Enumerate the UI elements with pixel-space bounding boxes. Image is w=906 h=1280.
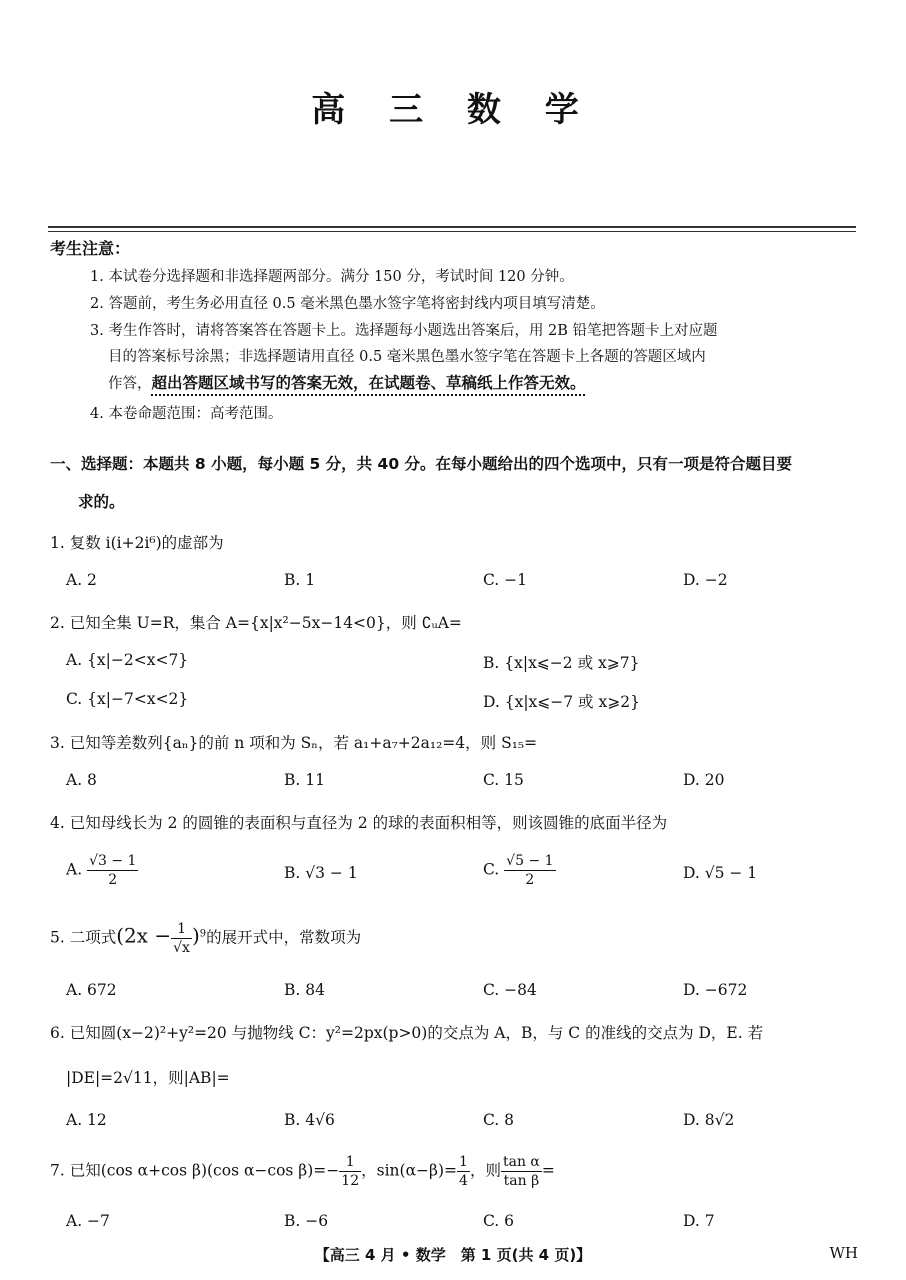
- fraction-numerator: √3 − 1: [89, 853, 137, 869]
- question-7-stem: [50, 1153, 555, 1190]
- q1-option-d: D. −2: [683, 571, 728, 589]
- q7-fraction-1: [339, 1153, 361, 1190]
- q7-suffix: =: [541, 1161, 555, 1180]
- q4-option-a-fraction: [87, 852, 138, 889]
- question-6-stem-line-2: |DE|=2√11，则|AB|=: [66, 1069, 230, 1087]
- q7-prefix: 7. 已知(cos α+cos β)(cos α−cos β)=−: [50, 1161, 340, 1180]
- q7-option-d: D. 7: [683, 1212, 715, 1230]
- question-1-stem: 1. 复数 i(i+2i⁶)的虚部为: [50, 534, 224, 552]
- q7-fraction-2: [457, 1153, 470, 1190]
- q5-fraction: [171, 920, 192, 957]
- notice-item-3-line-3: [108, 371, 586, 393]
- q5-suffix: 的展开式中，常数项为: [206, 928, 362, 947]
- q5-expr-right: ): [191, 923, 200, 948]
- q7-mid-2: ，则: [469, 1161, 501, 1180]
- fraction-denominator: 2: [525, 872, 535, 888]
- divider: [48, 226, 856, 228]
- section-heading-line-1: 一、选择题：本题共 8 小题，每小题 5 分，共 40 分。在每小题给出的四个选项中，只有一项是符合题目要: [50, 455, 793, 473]
- fraction-denominator: 4: [459, 1173, 468, 1189]
- question-6-stem-line-1: 6. 已知圆(x−2)²+y²=20 与抛物线 C：y²=2px(p>0)的交点为 A，B，与 C 的准线的交点为 D，E. 若: [50, 1024, 764, 1042]
- section-heading-line-2: 求的。: [78, 493, 125, 511]
- notice-item-3-line-2: 目的答案标号涂黑；非选择题请用直径 0.5 毫米黑色墨水签字笔在答题卡上各题的答题区域内: [108, 349, 706, 365]
- q2-option-d: D. {x|x⩽−7 或 x⩾2}: [483, 693, 640, 711]
- q4-option-c: [483, 852, 556, 889]
- q4-option-c-fraction: [504, 852, 555, 889]
- q7-option-b: B. −6: [284, 1212, 329, 1230]
- q4-option-b: B. √3 − 1: [284, 864, 358, 882]
- footer-code: WH: [829, 1244, 858, 1262]
- q5-option-c: C. −84: [483, 981, 537, 999]
- fraction-denominator: 12: [341, 1173, 360, 1189]
- question-5-stem: [50, 920, 361, 957]
- question-2-stem: 2. 已知全集 U=R，集合 A={x|x²−5x−14<0}，则 ∁ᵤA=: [50, 614, 462, 632]
- q2-option-b: B. {x|x⩽−2 或 x⩾7}: [483, 654, 640, 672]
- fraction-denominator: √x: [173, 940, 190, 956]
- page-title: 高 三 数 学: [311, 90, 595, 130]
- q7-option-a: A. −7: [66, 1212, 110, 1230]
- notice-item-3-line-1: 3. 考生作答时，请将答案答在答题卡上。选择题每小题选出答案后，用 2B 铅笔把答题卡上对应题: [90, 323, 718, 339]
- q2-option-c: C. {x|−7<x<2}: [66, 690, 189, 708]
- q1-option-a: A. 2: [66, 571, 97, 589]
- q4-option-a-label: A.: [66, 860, 83, 879]
- q6-option-d: D. 8√2: [683, 1111, 735, 1129]
- page-footer: 【高三 4 月 • 数学 第 1 页(共 4 页)】: [314, 1246, 592, 1264]
- q5-expr-left: (2x −: [116, 923, 172, 948]
- q3-option-a: A. 8: [66, 771, 97, 789]
- q6-option-c: C. 8: [483, 1111, 515, 1129]
- q4-option-d: D. √5 − 1: [683, 864, 758, 882]
- q6-option-a: A. 12: [66, 1111, 107, 1129]
- q5-power: 9: [199, 928, 207, 940]
- q5-prefix: 5. 二项式: [50, 928, 117, 947]
- q2-option-a: A. {x|−2<x<7}: [66, 651, 189, 669]
- question-4-stem: 4. 已知母线长为 2 的圆锥的表面积与直径为 2 的球的表面积相等，则该圆锥的底面半径为: [50, 814, 668, 832]
- q4-option-c-label: C.: [483, 860, 500, 879]
- q7-option-c: C. 6: [483, 1212, 515, 1230]
- fraction-denominator: 2: [108, 872, 118, 888]
- divider: [48, 231, 856, 232]
- notice-item-1: 1. 本试卷分选择题和非选择题两部分。满分 150 分，考试时间 120 分钟。: [90, 269, 574, 285]
- q1-option-b: B. 1: [284, 571, 316, 589]
- q3-option-b: B. 11: [284, 771, 325, 789]
- q7-fraction-3: [501, 1153, 542, 1190]
- notice-item-2: 2. 答题前，考生务必用直径 0.5 毫米黑色墨水签字笔将密封线内项目填写清楚。: [90, 296, 605, 312]
- q3-option-c: C. 15: [483, 771, 524, 789]
- notice-item-3-prefix: 作答，: [108, 376, 152, 392]
- question-3-stem: 3. 已知等差数列{aₙ}的前 n 项和为 Sₙ，若 a₁+a₇+2a₁₂=4，则 S₁₅=: [50, 734, 538, 752]
- q7-mid: ，sin(α−β)=: [361, 1161, 458, 1180]
- q3-option-d: D. 20: [683, 771, 725, 789]
- fraction-numerator: 1: [171, 920, 192, 939]
- notice-emphasis: 超出答题区域书写的答案无效，在试题卷、草稿纸上作答无效。: [151, 374, 586, 392]
- fraction-numerator: 1: [459, 1154, 468, 1170]
- q6-option-b: B. 4√6: [284, 1111, 335, 1129]
- q4-option-a: [66, 852, 138, 889]
- q1-option-c: C. −1: [483, 571, 528, 589]
- q5-option-d: D. −672: [683, 981, 748, 999]
- q5-option-a: A. 672: [66, 981, 117, 999]
- fraction-numerator: √5 − 1: [506, 853, 554, 869]
- fraction-numerator: tan α: [502, 1154, 540, 1170]
- fraction-denominator: tan β: [503, 1173, 540, 1189]
- fraction-numerator: 1: [339, 1153, 361, 1172]
- notice-heading: 考生注意：: [50, 239, 131, 258]
- notice-item-4: 4. 本卷命题范围：高考范围。: [90, 406, 283, 422]
- q5-option-b: B. 84: [284, 981, 325, 999]
